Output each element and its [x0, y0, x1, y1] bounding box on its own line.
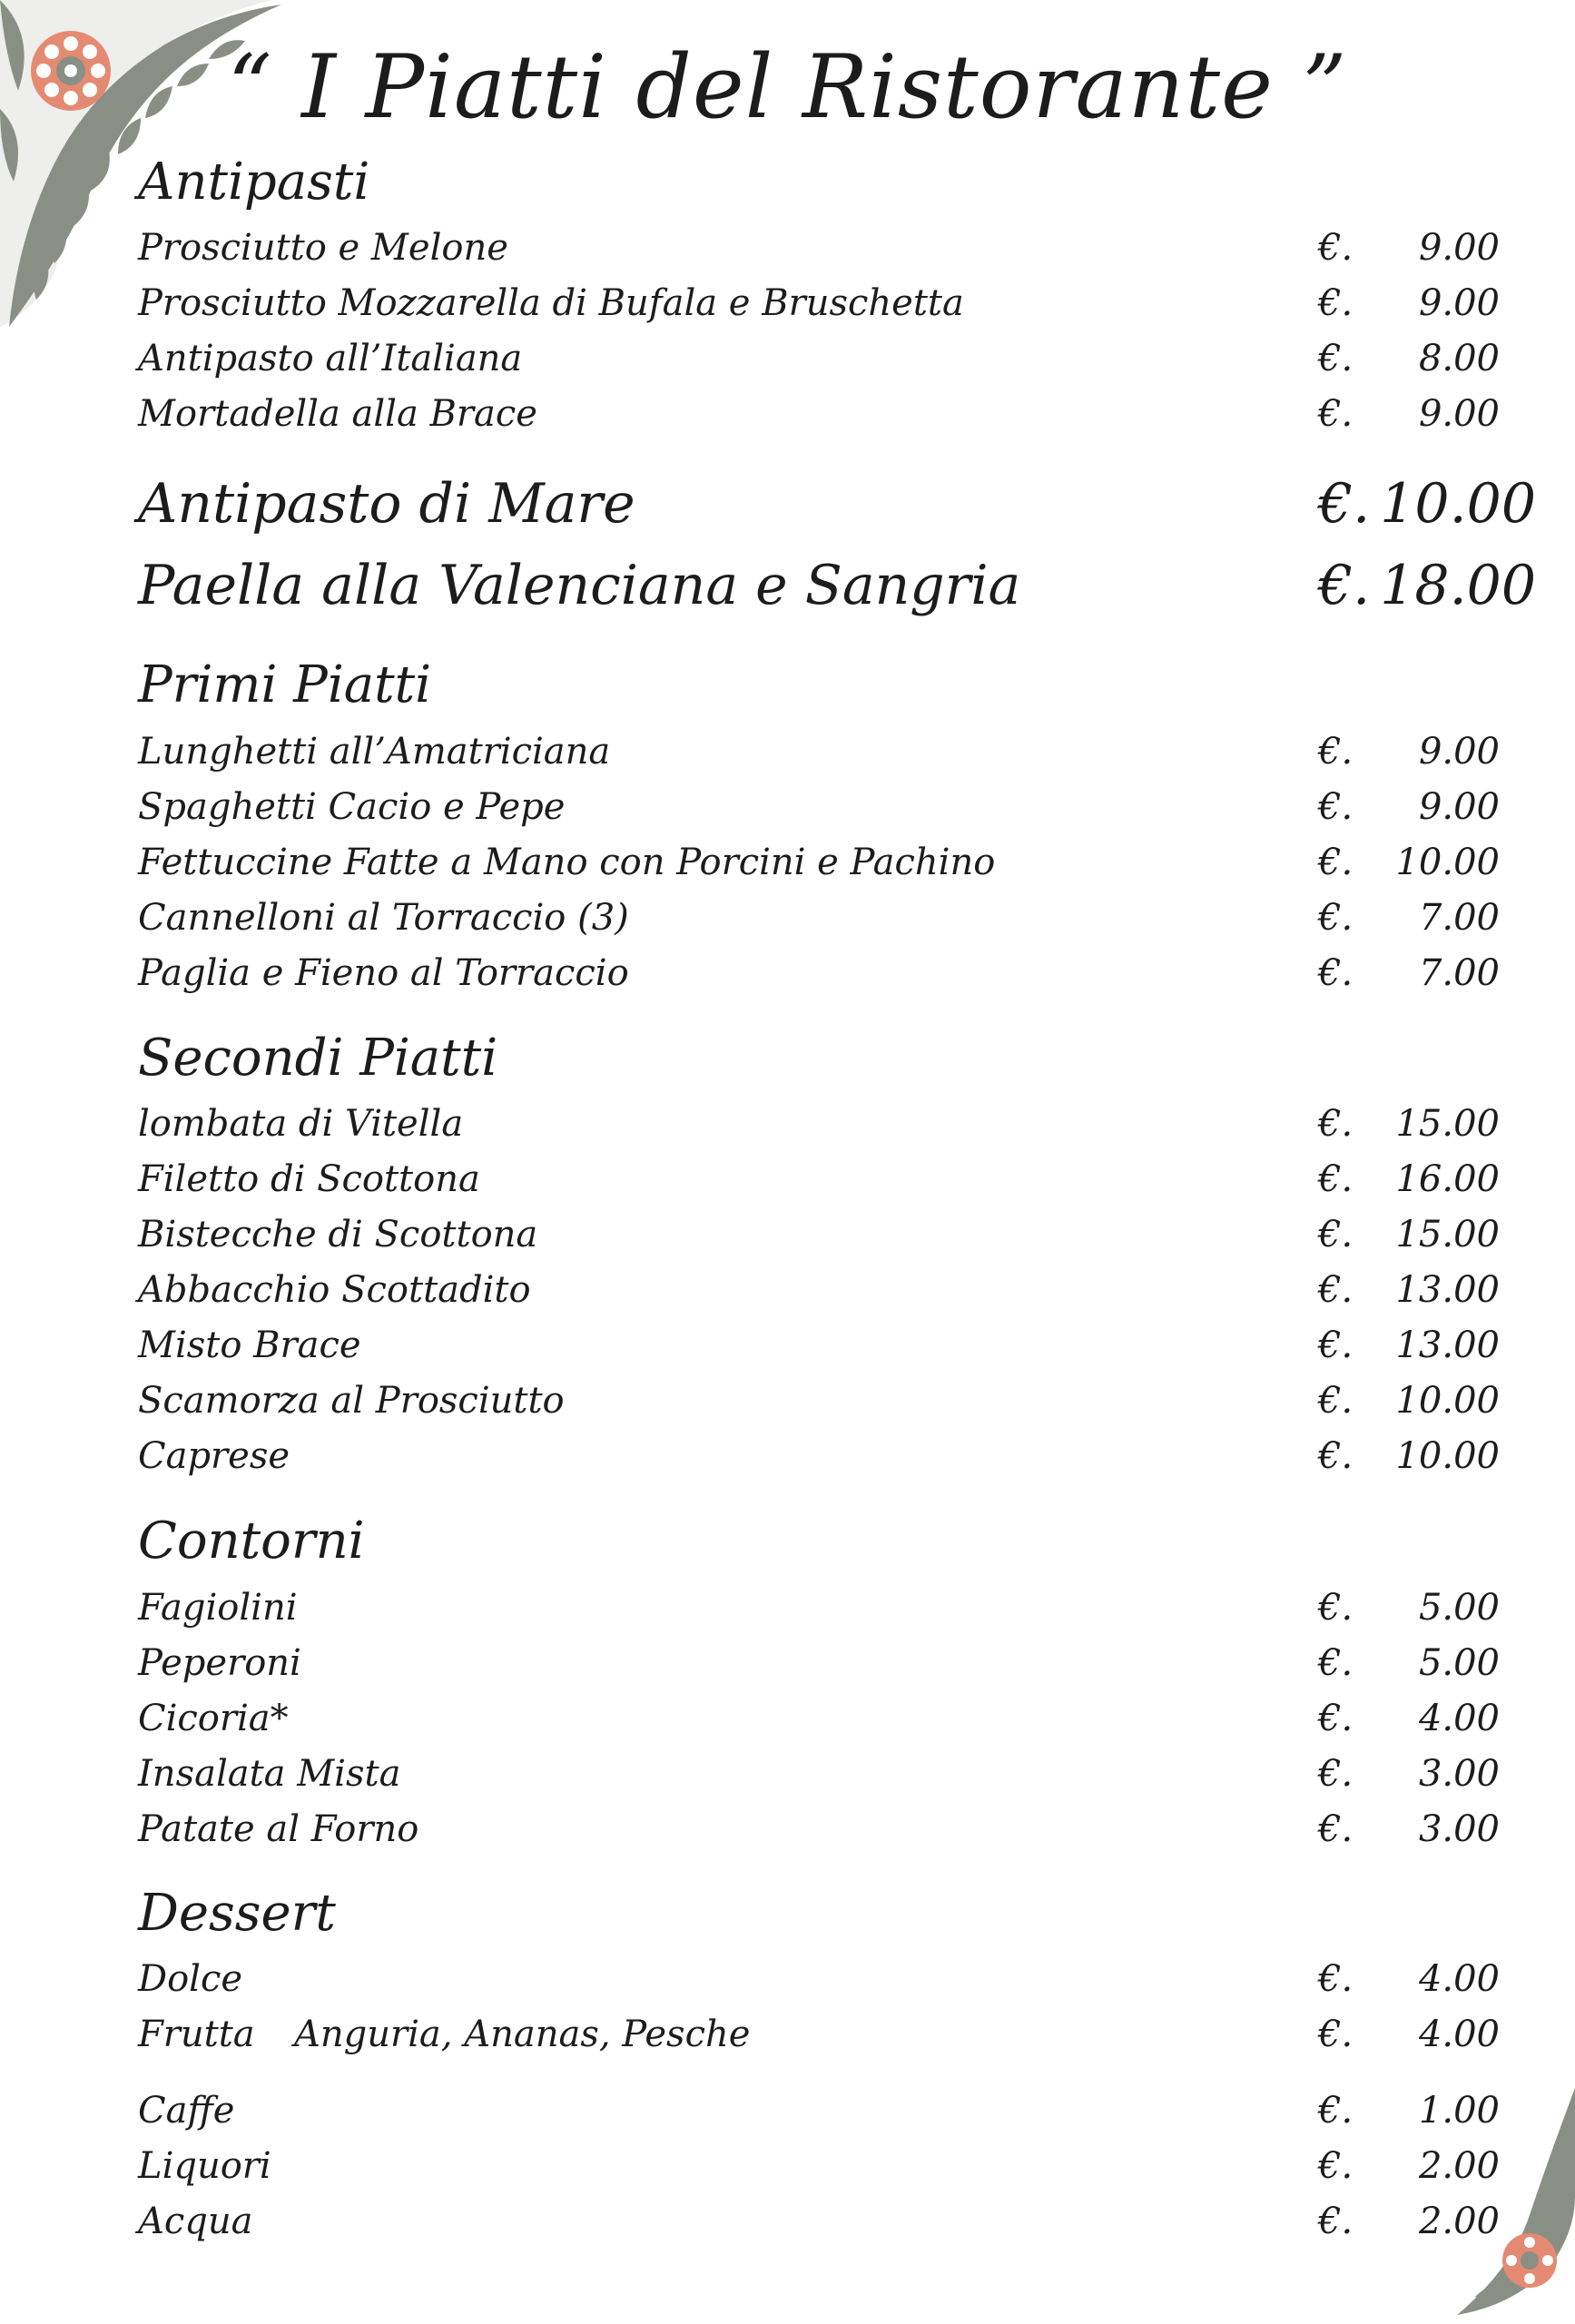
- currency-label: €.: [1318, 227, 1354, 269]
- item-price: 9.00: [1418, 731, 1500, 773]
- section-title-antipasti: Antipasti: [138, 153, 370, 212]
- item-price: 4.00: [1418, 2014, 1500, 2055]
- item-name: Scamorza al Prosciutto: [138, 1380, 565, 1422]
- menu-item: [138, 1587, 1500, 1638]
- item-name: Paella alla Valenciana e Sangria: [138, 554, 1021, 617]
- currency-label: €.: [1318, 1269, 1354, 1311]
- menu-item: [138, 786, 1500, 837]
- menu-item: [138, 1808, 1500, 1859]
- menu-item: [138, 1324, 1500, 1375]
- currency-label: €.: [1318, 2201, 1354, 2242]
- currency-label: €.: [1318, 2145, 1354, 2187]
- item-price: 1.00: [1418, 2090, 1500, 2132]
- currency-label: €.: [1318, 1958, 1354, 2000]
- item-name: Cicoria*: [138, 1698, 289, 1739]
- item-price: 7.00: [1418, 897, 1500, 939]
- item-name: Paglia e Fieno al Torraccio: [138, 952, 629, 994]
- menu-item: [138, 731, 1500, 782]
- currency-label: €.: [1318, 282, 1354, 324]
- menu-item: [138, 1214, 1500, 1265]
- item-price: 13.00: [1395, 1324, 1500, 1366]
- currency-label: €.: [1318, 338, 1354, 379]
- currency-label: €.: [1318, 731, 1354, 773]
- item-price: 5.00: [1418, 1587, 1500, 1629]
- item-name: Mortadella alla Brace: [138, 393, 537, 435]
- menu-item: [138, 1642, 1500, 1693]
- menu-item: [138, 1435, 1500, 1486]
- item-name: Misto Brace: [138, 1324, 361, 1366]
- item-price: 9.00: [1418, 227, 1500, 269]
- item-price: 10.00: [1395, 1380, 1500, 1422]
- menu-item: [138, 338, 1500, 389]
- item-name: Bistecche di Scottona: [138, 1214, 538, 1256]
- menu-item: [138, 1158, 1500, 1209]
- item-price: 5.00: [1418, 1642, 1500, 1684]
- item-name: Prosciutto Mozzarella di Bufala e Bruschetta: [138, 282, 964, 324]
- item-name: Antipasto all’Italiana: [138, 338, 523, 379]
- item-name: Fettuccine Fatte a Mano con Porcini e Pachino: [138, 842, 996, 883]
- item-name: Antipasto di Mare: [138, 472, 635, 536]
- item-name: Liquori: [138, 2145, 271, 2187]
- item-price: 16.00: [1395, 1158, 1500, 1200]
- menu-item: [138, 1103, 1500, 1154]
- menu-item: [138, 393, 1500, 444]
- menu-item: [138, 282, 1500, 333]
- item-price: 13.00: [1395, 1269, 1500, 1311]
- currency-label: €.: [1318, 393, 1354, 435]
- menu-item: [138, 842, 1500, 892]
- item-name: Insalata Mista: [138, 1753, 401, 1795]
- menu-item: [138, 227, 1500, 278]
- item-name: Filetto di Scottona: [138, 1158, 480, 1200]
- item-price: 9.00: [1418, 393, 1500, 435]
- item-name: Caffe: [138, 2090, 235, 2132]
- currency-label: €.: [1318, 1753, 1354, 1795]
- section-title-dessert: Dessert: [138, 1884, 336, 1943]
- currency-label: €.: [1318, 1642, 1354, 1684]
- currency-label: €.: [1318, 1158, 1354, 1200]
- item-price: 10.00: [1395, 842, 1500, 883]
- currency-label: €.: [1318, 897, 1354, 939]
- menu-item-special: [138, 554, 1536, 617]
- item-price: 10.00: [1395, 1435, 1500, 1477]
- section-title-primi: Primi Piatti: [138, 655, 432, 714]
- menu-item: [138, 2014, 1500, 2064]
- item-name: Prosciutto e Melone: [138, 227, 508, 269]
- menu-item: [138, 2145, 1500, 2196]
- currency-label: €.: [1318, 1324, 1354, 1366]
- currency-label: €.: [1318, 786, 1354, 828]
- item-name: Dolce: [138, 1958, 243, 2000]
- item-price: 9.00: [1418, 282, 1500, 324]
- item-name: Cannelloni al Torraccio (3): [138, 897, 629, 939]
- item-price: 4.00: [1418, 1958, 1500, 2000]
- currency-label: €.: [1318, 2090, 1354, 2132]
- item-price: 4.00: [1418, 1698, 1500, 1739]
- currency-label: €.: [1318, 1808, 1354, 1850]
- menu-item: [138, 2090, 1500, 2141]
- currency-label: €.: [1318, 1380, 1354, 1422]
- item-name: Caprese: [138, 1435, 290, 1477]
- menu-title: “ I Piatti del Ristorante ”: [227, 36, 1348, 138]
- currency-label: €.: [1318, 1698, 1354, 1739]
- currency-label: €.: [1318, 952, 1354, 994]
- currency-label: €.: [1318, 1435, 1354, 1477]
- item-name: Patate al Forno: [138, 1808, 419, 1850]
- currency-label: €.: [1318, 1214, 1354, 1256]
- section-title-contorni: Contorni: [138, 1512, 365, 1571]
- item-name: Frutta: [138, 2014, 255, 2055]
- item-name: Spaghetti Cacio e Pepe: [138, 786, 566, 828]
- item-name: Lunghetti all’Amatriciana: [138, 731, 611, 773]
- item-name: Fagiolini: [138, 1587, 298, 1629]
- item-detail: Anguria, Ananas, Pesche: [294, 2014, 751, 2055]
- menu-item: [138, 952, 1500, 1003]
- item-price: 10.00: [1380, 472, 1536, 536]
- item-price: 2.00: [1418, 2201, 1500, 2242]
- item-price: 18.00: [1380, 554, 1536, 617]
- section-title-secondi: Secondi Piatti: [138, 1029, 498, 1088]
- menu-item: [138, 1958, 1500, 2009]
- menu-item: [138, 1269, 1500, 1320]
- menu-item: [138, 1698, 1500, 1748]
- item-price: 15.00: [1395, 1103, 1500, 1145]
- currency-label: €.: [1318, 842, 1354, 883]
- menu-item: [138, 1380, 1500, 1431]
- currency-label: €.: [1318, 2014, 1354, 2055]
- currency-label: €.: [1318, 472, 1371, 536]
- item-name: Acqua: [138, 2201, 253, 2242]
- menu-item: [138, 2201, 1500, 2251]
- item-price: 3.00: [1418, 1808, 1500, 1850]
- item-price: 15.00: [1395, 1214, 1500, 1256]
- item-name: Peperoni: [138, 1642, 301, 1684]
- menu-item-special: [138, 472, 1536, 536]
- currency-label: €.: [1318, 1103, 1354, 1145]
- currency-label: €.: [1318, 554, 1371, 617]
- currency-label: €.: [1318, 1587, 1354, 1629]
- menu-item: [138, 1753, 1500, 1804]
- item-price: 9.00: [1418, 786, 1500, 828]
- item-price: 3.00: [1418, 1753, 1500, 1795]
- menu-item: [138, 897, 1500, 948]
- item-name: Abbacchio Scottadito: [138, 1269, 531, 1311]
- item-price: 2.00: [1418, 2145, 1500, 2187]
- item-price: 8.00: [1418, 338, 1500, 379]
- item-price: 7.00: [1418, 952, 1500, 994]
- item-name: lombata di Vitella: [138, 1103, 464, 1145]
